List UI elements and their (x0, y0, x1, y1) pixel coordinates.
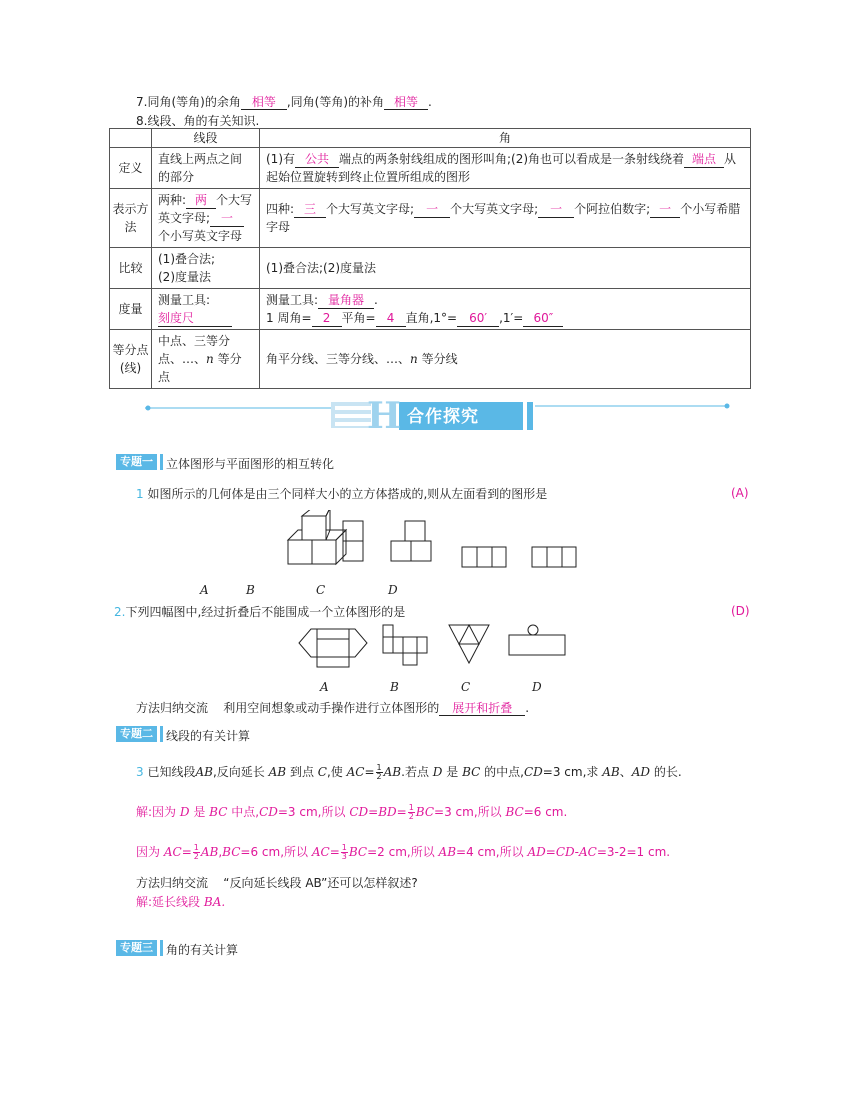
division-seg-n: n (206, 352, 214, 366)
q2-answer (731, 604, 750, 618)
sol2-ac: AC (163, 845, 182, 859)
q1-option-c-figure (462, 547, 506, 567)
q1-answer (731, 486, 749, 500)
q2-text: 下列四幅图中,经过折叠后不能围成一个立体图形的是 (125, 605, 406, 619)
q3-t9: 、 (619, 765, 632, 779)
method2-label: 方法归纳交流 (136, 876, 209, 890)
sol1-b: 是 (193, 805, 206, 819)
sol2-ac2: AC (311, 845, 330, 859)
measure-l2-a: 1 周角= (266, 311, 312, 325)
solution-line-1 (136, 803, 567, 821)
item7-blank-1: 相等 (241, 95, 287, 110)
repr-ang-blank-1: 三 (294, 202, 326, 218)
q1-figures (285, 510, 585, 570)
header-angle: 角 (260, 129, 751, 148)
sol1-frac-den: 2 (408, 812, 414, 821)
sol1-d: D (179, 805, 190, 819)
measure-ang-blank: 量角器 (318, 293, 374, 309)
sol1-h: =3 cm,所以 (434, 805, 502, 819)
division-seg-b: 等分点 (158, 352, 242, 384)
q2-option-a-figure (299, 629, 367, 667)
q3-number: 3 (136, 765, 144, 779)
cell-segment-division (152, 330, 260, 389)
q2-option-c: C (461, 680, 471, 694)
q2-option-d-figure (509, 625, 565, 655)
topic2-title: 线段的有关计算 (166, 729, 251, 743)
row-representation (110, 189, 751, 248)
division-ang-b: 等分线 (421, 352, 458, 366)
q1-answer-text: (A) (731, 486, 749, 500)
compare-seg-1: (1)叠合法; (158, 252, 216, 266)
sol2-a: 因为 (136, 845, 161, 859)
q3-ac: AC (346, 765, 365, 779)
sol1-cd: CD (259, 805, 278, 819)
sol1-frac-num: 1 (408, 803, 414, 812)
measure-l2-b: 平角= (341, 311, 376, 325)
method2-ans-b: BA. (203, 895, 226, 909)
q2-option-d: D (532, 680, 542, 694)
table-header-row (110, 129, 751, 148)
compare-seg-2: (2)度量法 (158, 270, 211, 284)
sol2-frac2-den: 3 (341, 852, 347, 861)
sol1-bc2: BC (415, 805, 435, 819)
topic1-title: 立体图形与平面图形的相互转化 (166, 457, 335, 471)
q3-ab4: AB (602, 765, 620, 779)
sol2-bc2: BC (348, 845, 368, 859)
sol2-ad: AD (527, 845, 546, 859)
topic1-tag: 专题一 (116, 454, 160, 470)
item7-text-a: 7.同角(等角)的余角 (136, 95, 241, 109)
sol2-c: , (218, 845, 223, 859)
topic3-tag: 专题三 (116, 940, 160, 956)
sol1-e: =3 cm,所以 (277, 805, 346, 819)
sol2-h: = (545, 845, 556, 859)
q2-option-c-figure (449, 625, 489, 663)
q3-t6: 是 (446, 765, 459, 779)
row-compare (110, 248, 751, 289)
measure-ang-dot: . (374, 293, 378, 307)
q3-t7: 的中点, (484, 765, 524, 779)
measure-l2-blank-1: 2 (312, 311, 342, 327)
cell-angle-compare: (1)叠合法;(2)度量法 (260, 248, 751, 289)
sol1-f: = (368, 805, 379, 819)
q1-option-d: D (388, 583, 398, 597)
sol2-fraction-1 (193, 844, 200, 861)
q3-frac-den: 2 (376, 772, 382, 781)
repr-ang-a: 四种: (266, 202, 295, 216)
division-seg-a: 中点、三等分点、…、 (158, 334, 231, 366)
repr-ang-blank-2: 一 (414, 202, 450, 218)
repr-ang-b: 个大写英文字母; (326, 202, 415, 216)
item-8-title: 8.线段、角的有关知识. (136, 114, 260, 128)
q1-option-b-figure (391, 521, 431, 561)
sol2-i: - (574, 845, 579, 859)
cell-angle-division (260, 330, 751, 389)
method-1 (136, 699, 529, 716)
repr-seg-a: 两种: (158, 193, 187, 207)
repr-seg-b: 个大写英文字母; (158, 193, 253, 225)
def-blank-2: 端点 (684, 152, 724, 168)
q2-stem (114, 603, 405, 620)
measure-l2-blank-4: 60″ (523, 311, 563, 327)
q3-stem (136, 763, 682, 781)
sol1-bd: BD (378, 805, 397, 819)
sol1-a: 解:因为 (136, 805, 177, 819)
measure-seg-blank: 刻度尺 (158, 311, 232, 327)
topic3-title: 角的有关计算 (166, 943, 239, 957)
q3-t5: .若点 (401, 765, 429, 779)
q3-eq: = (364, 765, 375, 779)
q3-ad: AD (631, 765, 651, 779)
label-definition: 定义 (110, 148, 152, 189)
sol2-e: = (329, 845, 340, 859)
cell-angle-representation (260, 189, 751, 248)
cell-segment-measure (152, 289, 260, 330)
item-7 (136, 93, 432, 110)
sol2-fraction-2 (341, 844, 348, 861)
method2-ans-a: 解:延长线段 (136, 895, 201, 909)
q3-ab2: AB (268, 765, 287, 779)
sol1-bc3: BC (505, 805, 524, 819)
q3-cd: CD (523, 765, 543, 779)
q3-t2: ,反向延长 (212, 765, 265, 779)
measure-ang-a: 测量工具: (266, 293, 319, 307)
repr-seg-blank-1: 两 (186, 193, 216, 209)
q3-bc1: BC (462, 765, 481, 779)
sol2-bc: BC (222, 845, 241, 859)
cell-angle-definition (260, 148, 751, 189)
division-ang-a: 角平分线、三等分线、…、 (266, 352, 411, 366)
q1-solid-figure (288, 510, 346, 564)
q2-option-a: A (320, 680, 329, 694)
repr-ang-d: 个阿拉伯数字; (574, 202, 651, 216)
measure-l2-blank-3: 60′ (457, 311, 499, 327)
method1-end: . (525, 701, 530, 715)
method1-text: 利用空间想象或动手操作进行立体图形的 (223, 701, 440, 715)
sol1-bc: BC (209, 805, 228, 819)
cell-segment-compare (152, 248, 260, 289)
banner-title: 合作探究 (407, 407, 479, 427)
q2-option-b-figure (383, 625, 427, 665)
sol2-frac2-num: 1 (341, 843, 347, 852)
q1-stem (136, 485, 547, 502)
q3-t1: 已知线段 (147, 765, 196, 779)
def-angle-c: 从起始位置旋转到终止位置所组成的图形 (266, 152, 737, 184)
sol2-ab: AB (200, 845, 219, 859)
q2-figures (297, 623, 577, 671)
def-angle-b: 端点的两条射线组成的图形叫角;(2)角也可以看成是一条射线绕着 (339, 152, 685, 166)
q3-ab3: AB (383, 765, 402, 779)
sol2-ac3: AC (578, 845, 597, 859)
sol2-frac1-num: 1 (193, 843, 199, 852)
section-banner (145, 395, 730, 438)
cell-angle-measure (260, 289, 751, 330)
sol2-ab2: AB (438, 845, 457, 859)
q3-t3: 到点 (289, 765, 314, 779)
sol2-d: =6 cm,所以 (240, 845, 309, 859)
method1-blank: 展开和折叠 (439, 701, 525, 716)
item7-blank-2: 相等 (384, 95, 428, 110)
q1-text: 如图所示的几何体是由三个同样大小的立方体搭成的,则从左面看到的图形是 (147, 487, 548, 501)
q3-fraction (376, 764, 383, 781)
division-ang-n: n (410, 352, 418, 366)
q1-option-b: B (246, 583, 255, 597)
repr-ang-e: 个小写希腊字母 (266, 202, 741, 234)
item7-text-c: . (428, 95, 432, 109)
q3-d1: D (432, 765, 443, 779)
sol2-b: = (181, 845, 192, 859)
measure-angle-line-1 (266, 291, 744, 309)
cell-segment-definition: 直线上两点之间的部分 (152, 148, 260, 189)
q3-t10: 的长. (653, 765, 682, 779)
solution-line-2 (136, 843, 670, 861)
row-definition (110, 148, 751, 189)
sol1-fraction (408, 804, 415, 821)
row-division (110, 330, 751, 389)
item7-text-b: ,同角(等角)的补角 (286, 95, 385, 109)
repr-ang-c: 个大写英文字母; (450, 202, 539, 216)
def-blank-1: 公共 (295, 152, 339, 168)
topic2-tag: 专题二 (116, 726, 160, 742)
cell-segment-representation (152, 189, 260, 248)
sol2-f: =2 cm,所以 (367, 845, 435, 859)
label-representation: 表示方法 (110, 189, 152, 248)
row-measure (110, 289, 751, 330)
repr-seg-blank-2: 一 (210, 211, 244, 227)
header-segment: 线段 (152, 129, 260, 148)
table-corner (110, 129, 152, 148)
q1-option-a-figure (343, 521, 363, 561)
q1-option-d-figure (532, 547, 576, 567)
label-compare: 比较 (110, 248, 152, 289)
q1-option-c: C (316, 583, 326, 597)
sol2-frac1-den: 2 (193, 852, 199, 861)
method2-answer (136, 893, 225, 910)
q2-option-b: B (390, 680, 399, 694)
sol1-i: =6 cm. (523, 805, 568, 819)
sol2-g: =4 cm,所以 (456, 845, 524, 859)
q3-t8: =3 cm,求 (542, 765, 599, 779)
def-angle-a: (1)有 (266, 152, 295, 166)
measure-l2-blank-2: 4 (376, 311, 406, 327)
q1-option-a: A (200, 583, 209, 597)
q3-frac-num: 1 (376, 763, 382, 772)
q3-c1: C (317, 765, 327, 779)
knowledge-table (109, 128, 751, 389)
sol1-g: = (396, 805, 407, 819)
sol1-cd2: CD (349, 805, 369, 819)
sol2-j: =3-2=1 cm. (596, 845, 671, 859)
q3-t4: ,使 (326, 765, 343, 779)
measure-angle-line-2 (266, 309, 744, 327)
method1-label: 方法归纳交流 (136, 701, 209, 715)
label-division: 等分点(线) (110, 330, 152, 389)
sol2-cd: CD (555, 845, 575, 859)
q3-ab1: AB (195, 765, 213, 779)
sol1-c: 中点, (231, 805, 260, 819)
q2-number: 2. (114, 605, 126, 619)
method-2 (136, 874, 418, 891)
repr-ang-blank-4: 一 (650, 202, 680, 218)
label-measure: 度量 (110, 289, 152, 330)
repr-ang-blank-3: 一 (538, 202, 574, 218)
measure-seg-a: 测量工具: (158, 293, 211, 307)
method2-text: “反向延长线段 AB”还可以怎样叙述? (223, 876, 418, 890)
q2-answer-text: (D) (731, 604, 750, 618)
repr-seg-c: 个小写英文字母 (158, 229, 243, 243)
banner-letter-h: H (367, 395, 402, 437)
q1-number: 1 (136, 487, 144, 501)
measure-l2-c: 直角,1°= (405, 311, 458, 325)
measure-l2-d: ,1′= (499, 311, 524, 325)
